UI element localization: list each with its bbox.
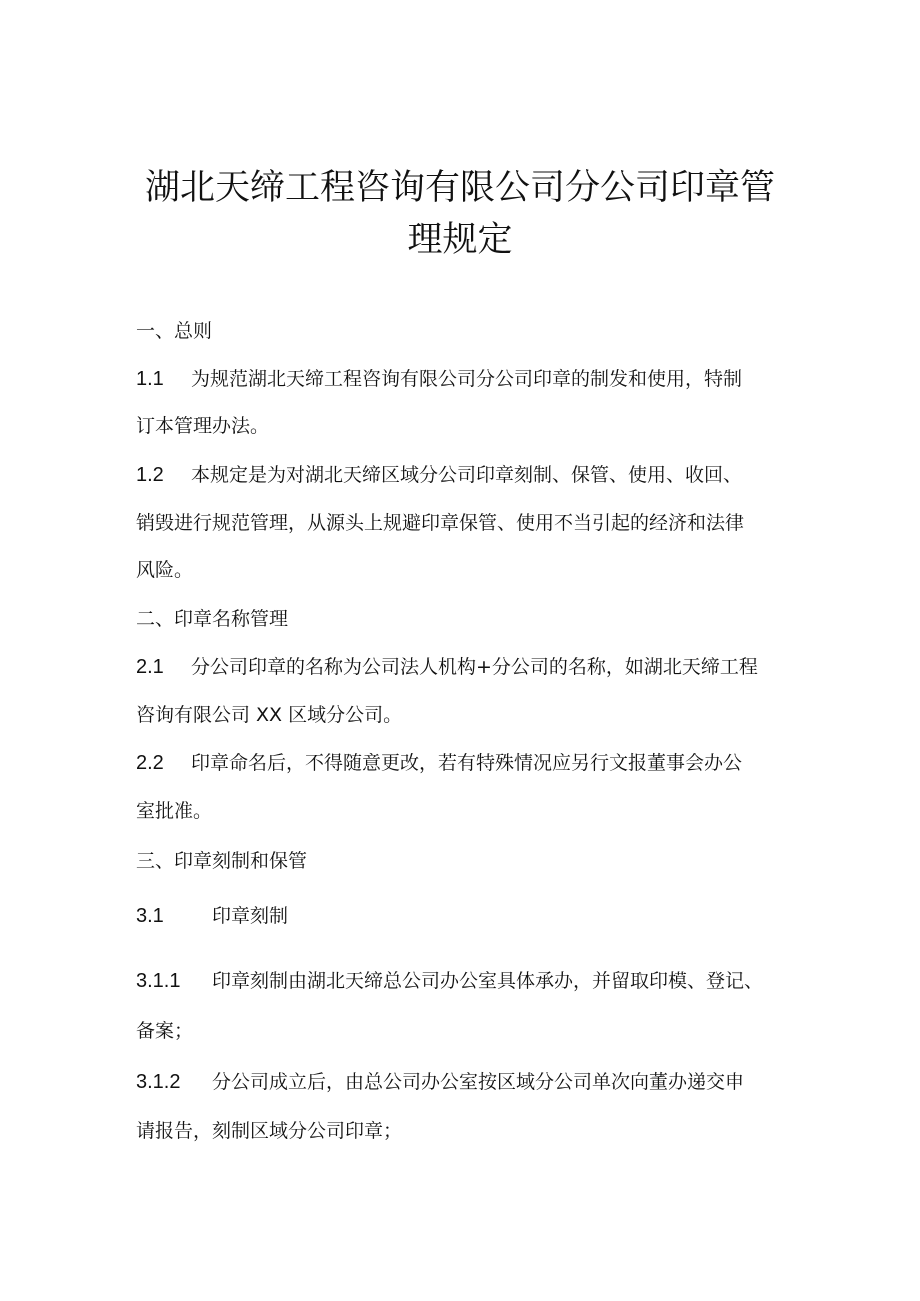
paragraph-line [136,413,269,439]
paragraph-line [136,968,763,994]
paragraph-line [136,1118,402,1144]
paragraph-text: 印章刻制 [212,905,289,927]
paragraph-line [136,702,402,728]
paragraph-line [136,654,758,680]
paragraph-line [136,1018,193,1044]
section-heading-seal-making [136,848,307,874]
paragraph-line [136,557,193,583]
paragraph-text: 销毁进行规范管理，从源头上规避印章保管、使用不当引起的经济和法律 [136,512,745,534]
clause-number: 2.2 [136,752,164,774]
page-title [120,162,800,266]
clause-number: 2.1 [136,656,164,678]
paragraph-line [136,798,212,824]
paragraph-text: 印章命名后，不得随意更改，若有特殊情况应另行文报董事会办公 [191,752,743,774]
paragraph-text: 咨询有限公司 XX 区域分公司。 [136,704,403,726]
clause-number: 3.1.2 [136,1071,181,1093]
paragraph-line [136,1069,744,1095]
paragraph-text: 分公司成立后，由总公司办公室按区域分公司单次向董办递交申 [212,1071,745,1093]
paragraph-text: 订本管理办法。 [136,415,270,437]
title-line-2: 理规定 [407,220,513,260]
section-heading-text: 三、印章刻制和保管 [136,850,308,872]
title-line-1: 湖北天缔工程咨询有限公司分公司印章管 [144,168,775,208]
clause-number: 1.2 [136,464,164,486]
clause-number: 1.1 [136,368,164,390]
paragraph-text: 分公司印章的名称为公司法人机构+分公司的名称，如湖北天缔工程 [191,656,758,678]
paragraph-line [136,366,742,392]
paragraph-line [136,462,742,488]
paragraph-text: 备案； [136,1020,194,1042]
paragraph-text: 为规范湖北天缔工程咨询有限公司分公司印章的制发和使用，特制 [191,368,743,390]
paragraph-text: 本规定是为对湖北天缔区域分公司印章刻制、保管、使用、收回、 [191,464,743,486]
section-heading-text: 一、总则 [136,320,213,342]
section-heading-seal-name [136,606,288,632]
paragraph-line [136,750,742,776]
paragraph-text: 风险。 [136,559,194,581]
section-heading-general [136,318,212,344]
clause-number: 3.1 [136,905,164,927]
section-heading-text: 二、印章名称管理 [136,608,289,630]
paragraph-text: 室批准。 [136,800,213,822]
paragraph-line [136,510,744,536]
paragraph-text: 请报告，刻制区域分公司印章； [136,1120,403,1142]
paragraph-line [136,903,288,929]
paragraph-text: 印章刻制由湖北天缔总公司办公室具体承办，并留取印模、登记、 [212,970,764,992]
clause-number: 3.1.1 [136,970,181,992]
